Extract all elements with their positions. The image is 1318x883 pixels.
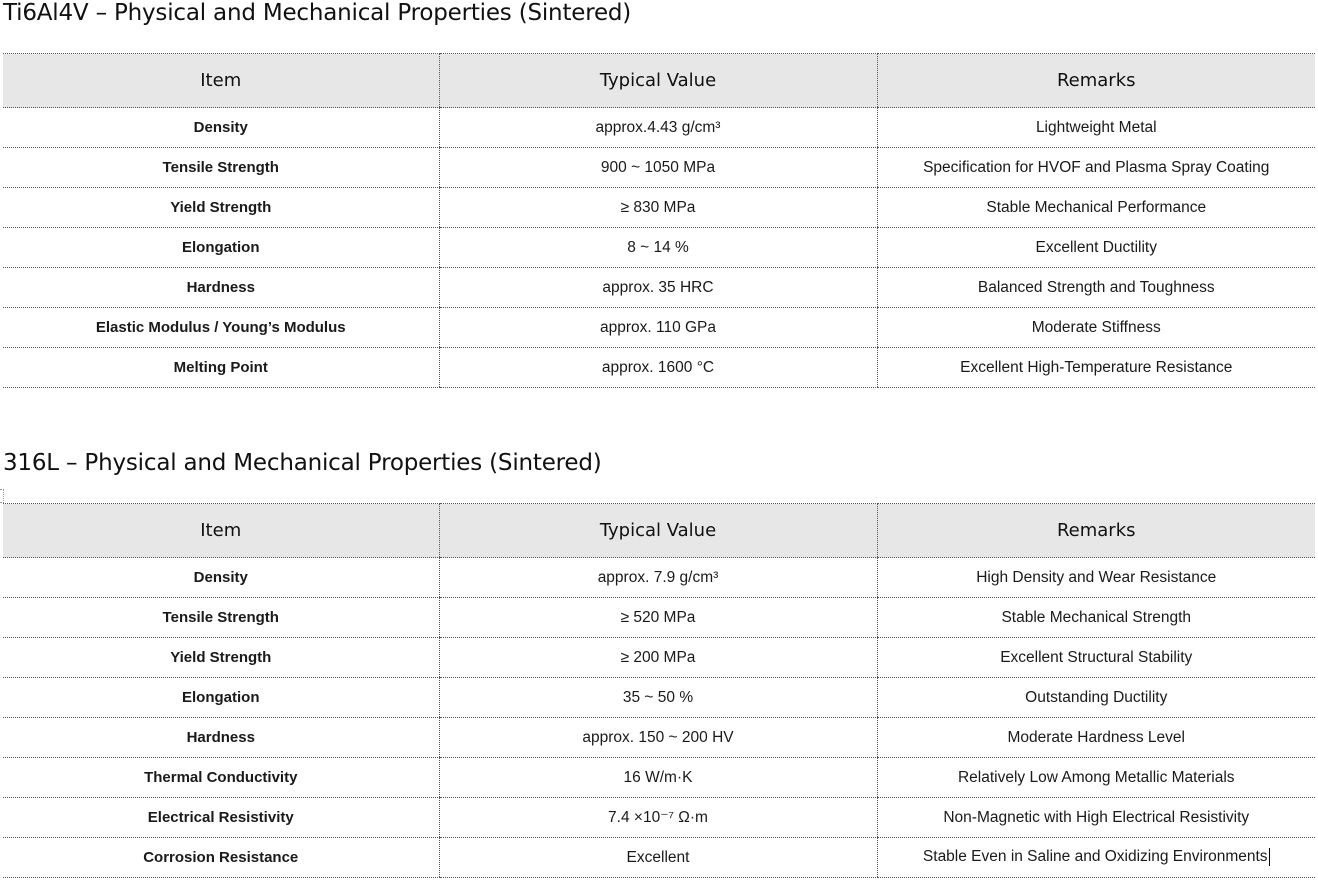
- cell-item[interactable]: Hardness: [3, 268, 439, 308]
- cell-typical-value[interactable]: approx. 7.9 g/cm³: [439, 558, 877, 598]
- properties-table-ti6al4v: [3, 53, 1315, 388]
- section-title-ti6al4v: Ti6Al4V – Physical and Mechanical Properties (Sintered): [3, 0, 632, 26]
- cell-typical-value[interactable]: ≥ 520 MPa: [439, 598, 877, 638]
- table-row: [3, 268, 1315, 308]
- cell-remarks[interactable]: Stable Mechanical Performance: [877, 188, 1315, 228]
- cell-item[interactable]: Thermal Conductivity: [3, 758, 439, 798]
- cell-remarks[interactable]: Excellent High-Temperature Resistance: [877, 348, 1315, 388]
- cell-typical-value[interactable]: 7.4 ×10⁻⁷ Ω·m: [439, 798, 877, 838]
- column-header-typical-value: Typical Value: [439, 504, 877, 558]
- cell-item[interactable]: Elongation: [3, 678, 439, 718]
- cell-remarks[interactable]: Stable Mechanical Strength: [877, 598, 1315, 638]
- table-row: [3, 188, 1315, 228]
- cell-remarks[interactable]: Stable Even in Saline and Oxidizing Environments: [877, 838, 1315, 878]
- cell-typical-value[interactable]: ≥ 830 MPa: [439, 188, 877, 228]
- cell-item[interactable]: Electrical Resistivity: [3, 798, 439, 838]
- cell-item[interactable]: Corrosion Resistance: [3, 838, 439, 878]
- cell-remarks[interactable]: Moderate Hardness Level: [877, 718, 1315, 758]
- table-row: [3, 598, 1315, 638]
- cell-typical-value[interactable]: 900 ~ 1050 MPa: [439, 148, 877, 188]
- table-row: [3, 558, 1315, 598]
- column-header-typical-value: Typical Value: [439, 54, 877, 108]
- section-title-316l: 316L – Physical and Mechanical Properties (Sintered): [3, 450, 602, 476]
- table-row: [3, 798, 1315, 838]
- table-header-row: [3, 504, 1315, 558]
- cell-remarks[interactable]: Balanced Strength and Toughness: [877, 268, 1315, 308]
- table-move-handle[interactable]: [0, 489, 4, 503]
- cell-remarks[interactable]: Excellent Structural Stability: [877, 638, 1315, 678]
- cell-typical-value[interactable]: approx. 110 GPa: [439, 308, 877, 348]
- cell-typical-value[interactable]: approx. 1600 °C: [439, 348, 877, 388]
- table-header-row: [3, 54, 1315, 108]
- cell-remarks[interactable]: Non-Magnetic with High Electrical Resistivity: [877, 798, 1315, 838]
- cell-remarks[interactable]: Lightweight Metal: [877, 108, 1315, 148]
- cell-item[interactable]: Melting Point: [3, 348, 439, 388]
- cell-item[interactable]: Hardness: [3, 718, 439, 758]
- cell-typical-value[interactable]: 16 W/m·K: [439, 758, 877, 798]
- text-cursor: [1269, 848, 1270, 866]
- table-row: [3, 718, 1315, 758]
- table-row: [3, 308, 1315, 348]
- cell-item[interactable]: Density: [3, 558, 439, 598]
- cell-remarks[interactable]: Moderate Stiffness: [877, 308, 1315, 348]
- table-row: [3, 348, 1315, 388]
- cell-item[interactable]: Density: [3, 108, 439, 148]
- cell-typical-value[interactable]: approx. 35 HRC: [439, 268, 877, 308]
- table-row: [3, 838, 1315, 878]
- column-header-item: Item: [3, 54, 439, 108]
- cell-item[interactable]: Elastic Modulus / Young’s Modulus: [3, 308, 439, 348]
- properties-table-316l: [3, 503, 1315, 878]
- cell-typical-value[interactable]: 8 ~ 14 %: [439, 228, 877, 268]
- cell-remarks[interactable]: Specification for HVOF and Plasma Spray Coating: [877, 148, 1315, 188]
- table-row: [3, 108, 1315, 148]
- cell-typical-value[interactable]: 35 ~ 50 %: [439, 678, 877, 718]
- cell-item[interactable]: Tensile Strength: [3, 598, 439, 638]
- cell-typical-value[interactable]: Excellent: [439, 838, 877, 878]
- column-header-remarks: Remarks: [877, 54, 1315, 108]
- cell-remarks[interactable]: Outstanding Ductility: [877, 678, 1315, 718]
- table-row: [3, 228, 1315, 268]
- cell-remarks[interactable]: High Density and Wear Resistance: [877, 558, 1315, 598]
- table-row: [3, 148, 1315, 188]
- cell-item[interactable]: Elongation: [3, 228, 439, 268]
- cell-item[interactable]: Yield Strength: [3, 638, 439, 678]
- cell-typical-value[interactable]: approx. 150 ~ 200 HV: [439, 718, 877, 758]
- cell-typical-value[interactable]: approx.4.43 g/cm³: [439, 108, 877, 148]
- table-row: [3, 638, 1315, 678]
- cell-item[interactable]: Yield Strength: [3, 188, 439, 228]
- column-header-item: Item: [3, 504, 439, 558]
- cell-item[interactable]: Tensile Strength: [3, 148, 439, 188]
- table-row: [3, 758, 1315, 798]
- cell-typical-value[interactable]: ≥ 200 MPa: [439, 638, 877, 678]
- cell-remarks[interactable]: Relatively Low Among Metallic Materials: [877, 758, 1315, 798]
- cell-remarks[interactable]: Excellent Ductility: [877, 228, 1315, 268]
- column-header-remarks: Remarks: [877, 504, 1315, 558]
- table-row: [3, 678, 1315, 718]
